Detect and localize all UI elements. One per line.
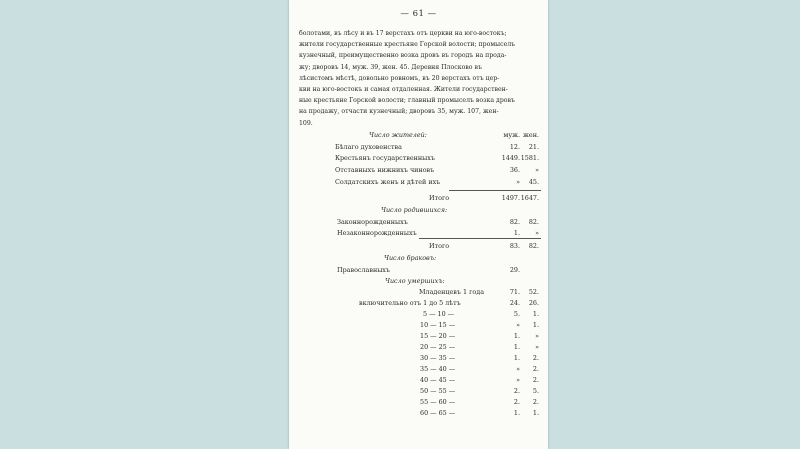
- description-paragraph: [299, 28, 540, 129]
- paragraph-line: лѣсистомъ мѣстѣ, довольно ровномъ, въ 20 верстахъ отъ цер-: [299, 74, 500, 82]
- paragraph-line: на продажу, отчасти кузнечный; дворовъ 35, муж. 107, жен-: [299, 108, 499, 116]
- page-number: — 61 —: [400, 9, 437, 19]
- divider: [449, 190, 541, 191]
- paragraph-line: болотами, въ лѣсу и въ 17 верстахъ отъ церкви на юго-востокъ;: [299, 30, 507, 37]
- col-female: жен.: [523, 131, 539, 139]
- table-row: Православныхъ 29.: [337, 266, 520, 274]
- paragraph-line: жители государственные крестьяне Горской волости; промыселъ: [299, 41, 516, 49]
- table-row: Отставныхъ нижнихъ чиновъ 36. »: [335, 166, 539, 174]
- total-row: Итого 83. 82.: [429, 242, 539, 250]
- divider: [419, 238, 541, 239]
- marriages-heading: Число браковъ:: [384, 254, 437, 262]
- table-row: 40 — 45 — » 2.: [420, 376, 539, 384]
- deaths-heading: Число умершихъ:: [385, 277, 445, 285]
- table-row: Законнорожденныхъ 82. 82.: [337, 218, 539, 226]
- table-row: 50 — 55 — 2. 5.: [420, 387, 539, 395]
- residents-heading: Число жителей:: [369, 131, 427, 139]
- table-row: Крестьянъ государственныхъ 1449. 1581.: [335, 154, 539, 162]
- paragraph-line: 109.: [299, 119, 313, 127]
- table-row: 20 — 25 — 1. »: [420, 343, 539, 351]
- table-row: 10 — 15 — » 1.: [420, 321, 539, 329]
- paragraph-line: ные крестьяне Горской волости; главный промыселъ возка дровъ: [299, 97, 515, 105]
- table-row: 60 — 65 — 1. 1.: [420, 409, 539, 417]
- total-row: Итого 1497. 1647.: [429, 194, 539, 202]
- births-heading: Число родившихся:: [381, 206, 448, 214]
- document-page: [289, 0, 548, 449]
- table-row: 5 — 10 — 5. 1.: [423, 310, 539, 318]
- table-row: 30 — 35 — 1. 2.: [420, 354, 539, 362]
- paragraph-line: кузнечный, преимущественно возка дровъ въ городъ на прода-: [299, 52, 507, 60]
- residents-column-headers: [289, 131, 548, 141]
- col-male: муж.: [503, 131, 520, 139]
- table-row: включительно отъ 1 до 5 лѣтъ 24. 26.: [359, 299, 539, 307]
- table-row: Незаконнорожденныхъ 1. »: [337, 229, 539, 237]
- table-row: Младенцевъ 1 года 71. 52.: [419, 288, 539, 296]
- table-row: Бѣлаго духовенства 12. 21.: [335, 143, 539, 151]
- table-row: 35 — 40 — » 2.: [420, 365, 539, 373]
- table-row: Солдатскихъ женъ и дѣтей ихъ » 45.: [335, 178, 539, 186]
- paragraph-line: кви на юго-востокъ и самая отдаленная. Жители государствен-: [299, 86, 508, 94]
- table-row: 15 — 20 — 1. »: [420, 332, 539, 340]
- table-row: 55 — 60 — 2. 2.: [420, 398, 539, 406]
- paragraph-line: жу; дворовъ 14, муж. 39, жен. 45. Деревня Плосково въ: [299, 63, 482, 71]
